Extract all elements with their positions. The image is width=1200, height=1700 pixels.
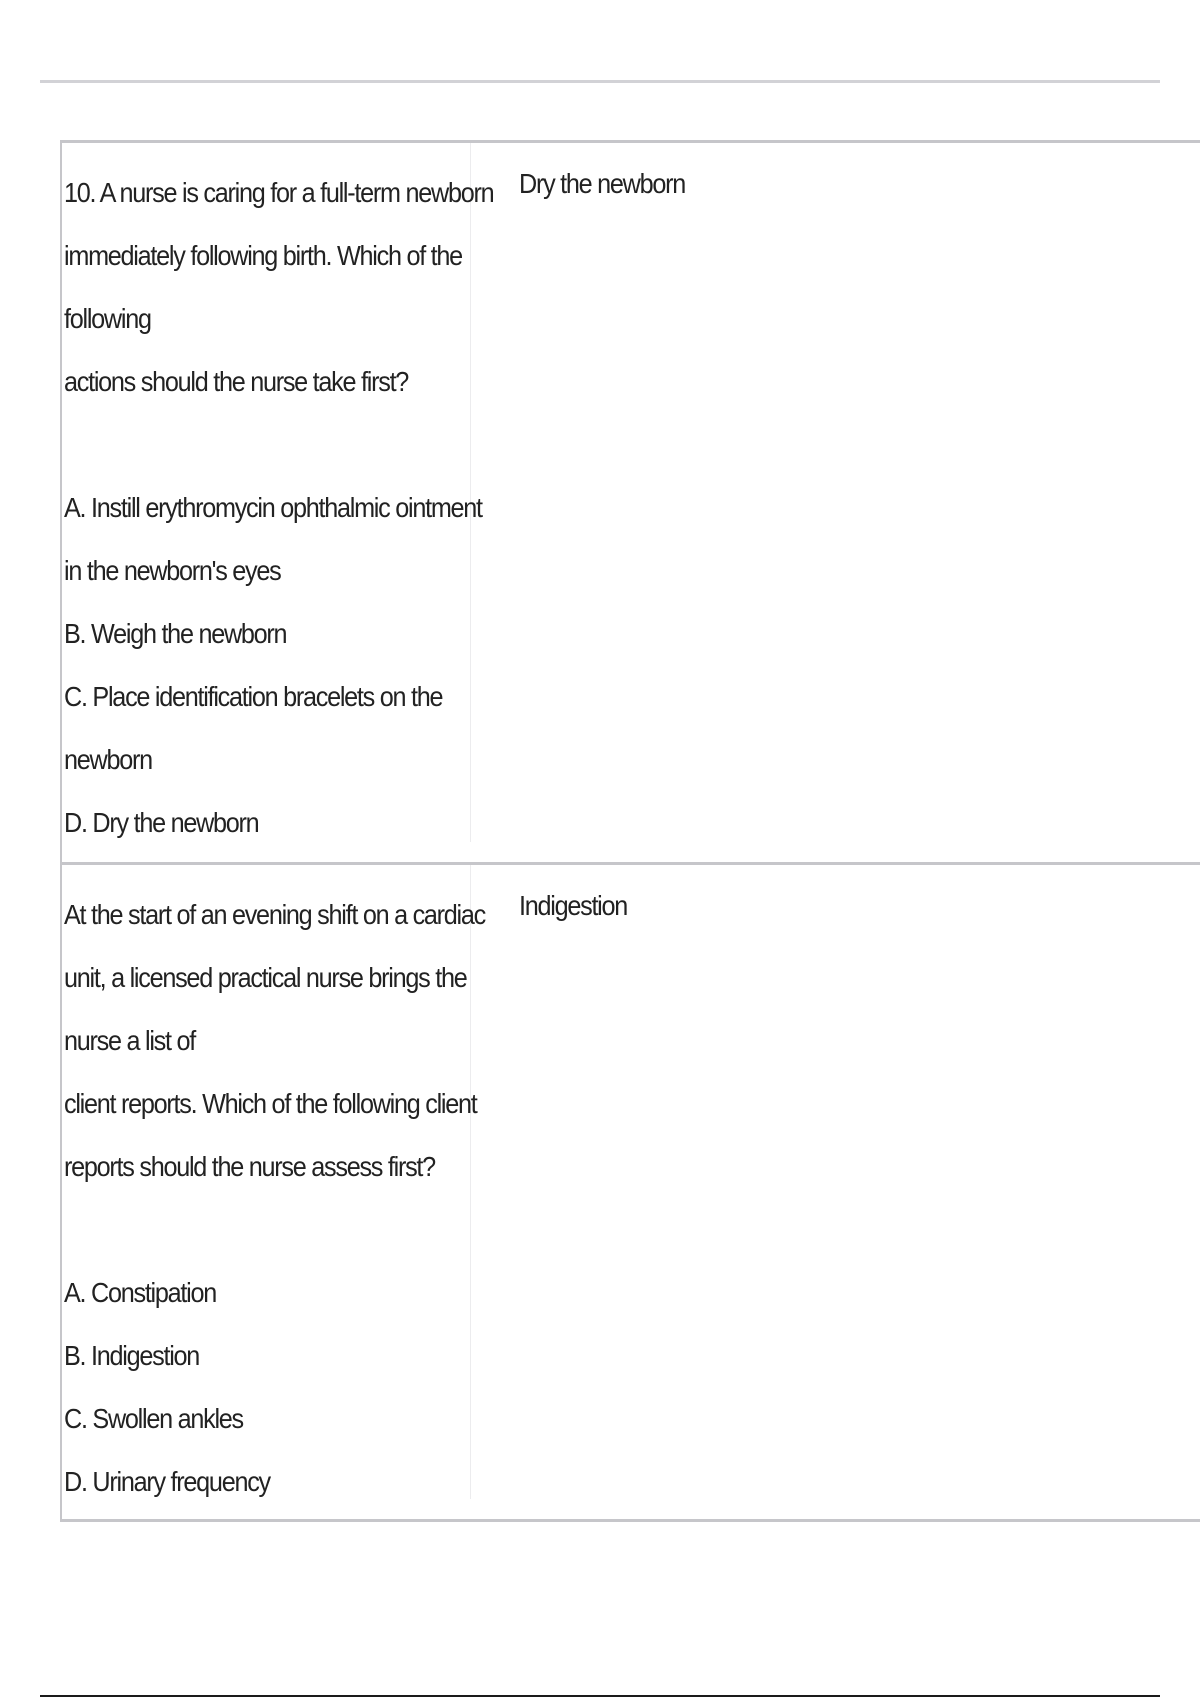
- question-line: unit, a licensed practical nurse brings the: [64, 962, 467, 993]
- blank-line: [64, 413, 470, 476]
- term-cell: [62, 143, 494, 842]
- question-line: actions should the nurse take first?: [64, 366, 409, 397]
- answer-text: Dry the newborn: [519, 168, 685, 199]
- top-divider: [40, 80, 1160, 83]
- option-line: D. Dry the newborn: [64, 807, 259, 838]
- question-line: following: [64, 303, 151, 334]
- option-line: D. Urinary frequency: [64, 1466, 270, 1497]
- question-line: At the start of an evening shift on a cardiac: [64, 899, 485, 930]
- blank-line: [64, 1198, 470, 1261]
- question-line: client reports. Which of the following client: [64, 1088, 477, 1119]
- flashcard-row: [62, 862, 1200, 1519]
- option-line: A. Instill erythromycin ophthalmic ointment: [64, 492, 482, 523]
- option-line: B. Indigestion: [64, 1340, 200, 1371]
- option-line: B. Weigh the newborn: [64, 618, 287, 649]
- answer-text: Indigestion: [519, 890, 628, 921]
- flashcard-table: [60, 140, 1200, 1522]
- option-line: A. Constipation: [64, 1277, 217, 1308]
- term-cell: [62, 865, 485, 1499]
- flashcard-row: [62, 143, 1200, 862]
- definition-cell: [471, 865, 1200, 1519]
- option-line: in the newborn's eyes: [64, 555, 281, 586]
- question-line: 10. A nurse is caring for a full-term newborn: [64, 177, 494, 208]
- option-line: newborn: [64, 744, 152, 775]
- question-line: nurse a list of: [64, 1025, 195, 1056]
- bottom-divider: [40, 1695, 1160, 1697]
- option-line: C. Swollen ankles: [64, 1403, 243, 1434]
- question-line: immediately following birth. Which of the: [64, 240, 462, 271]
- option-line: C. Place identification bracelets on the: [64, 681, 443, 712]
- definition-cell: [471, 143, 1200, 862]
- question-line: reports should the nurse assess first?: [64, 1151, 435, 1182]
